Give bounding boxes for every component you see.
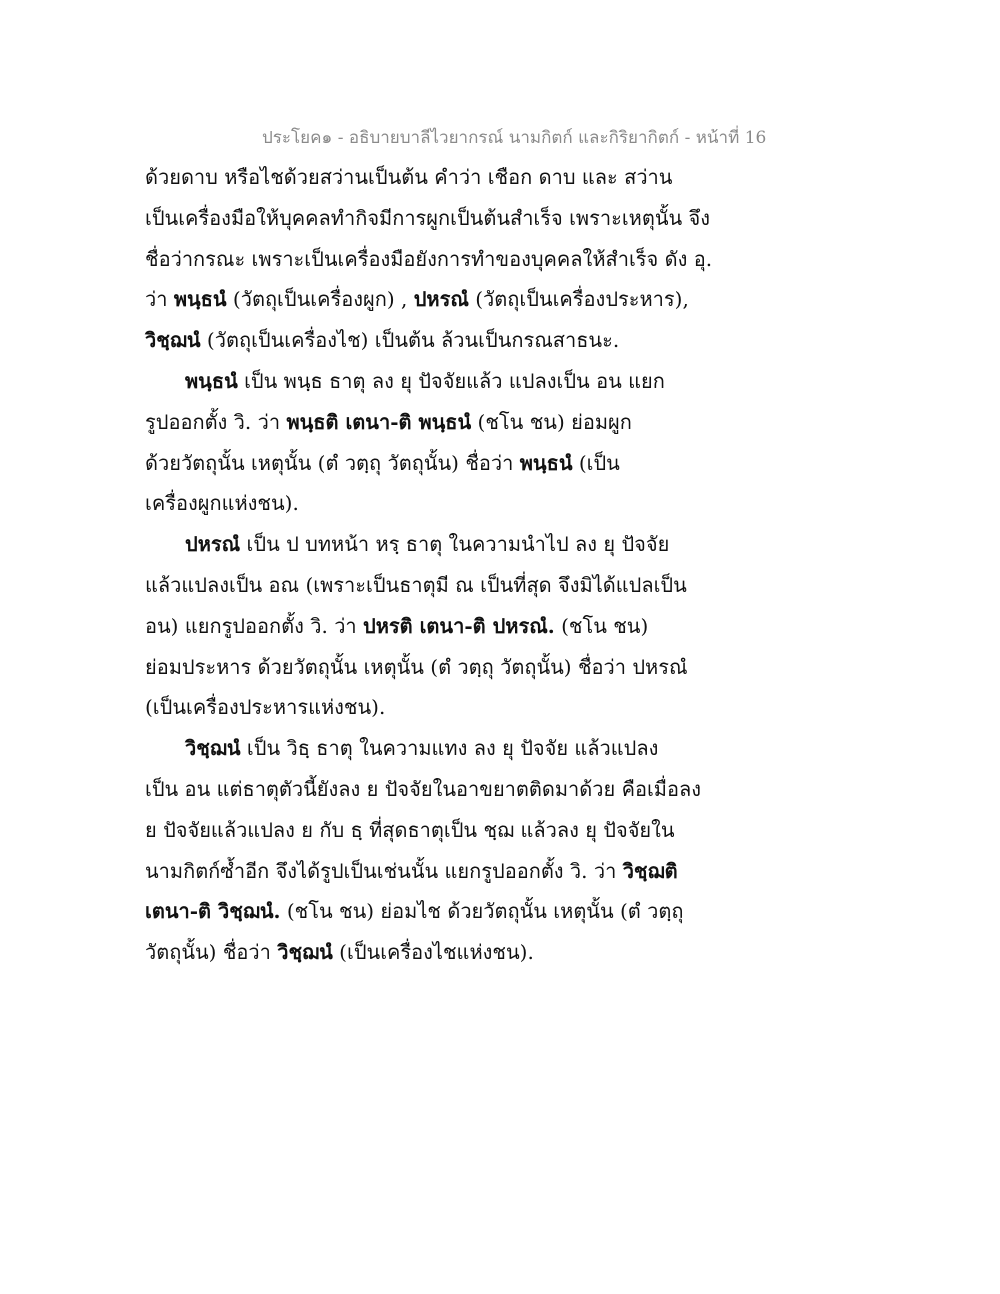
paragraph-first-line xyxy=(145,728,705,769)
text-segment: ด้วยวัตถุนั้น เหตุนั้น (ตํ วตฺถุ วัตถุนั้น) ชื่อว่า xyxy=(145,450,520,475)
text-segment: ย ปัจจัยแล้วแปลง ย กับ ธฺ ที่สุดธาตุเป็น ชฺฌ แล้วลง ยุ ปัจจัยใน xyxy=(145,817,675,842)
text-segment: รูปออกตั้ง วิ. ว่า xyxy=(145,409,287,434)
bold-term: พนฺธนํ xyxy=(185,368,238,393)
text-line xyxy=(145,647,705,688)
bold-term: เตนา-ติ วิชฺฌนํ. xyxy=(145,899,281,924)
text-line xyxy=(145,932,705,973)
bold-term: พนฺธติ เตนา-ติ พนฺธนํ xyxy=(286,409,472,434)
text-segment: (เป็นเครื่องไชแห่งชน). xyxy=(332,940,534,965)
text-segment: ชื่อว่ากรณะ เพราะเป็นเครื่องมือยังการทำของบุคคลให้สำเร็จ ดัง อุ. xyxy=(145,246,713,271)
bold-term: ปหรติ เตนา-ติ ปหรณํ. xyxy=(363,613,555,638)
paragraph-first-line xyxy=(145,361,705,402)
text-segment: เครื่องผูกแห่งชน). xyxy=(145,491,299,516)
text-line xyxy=(145,769,705,810)
text-segment: ด้วยดาบ หรือไชด้วยสว่านเป็นต้น คำว่า เชือก ดาบ และ สว่าน xyxy=(145,165,673,189)
text-segment: แล้วแปลงเป็น อณ (เพราะเป็นธาตุมี ณ เป็นที่สุด จึงมิได้แปลเป็น xyxy=(145,572,687,597)
text-line xyxy=(145,402,705,443)
text-segment: ว่า xyxy=(145,287,174,312)
text-line xyxy=(145,891,705,932)
bold-term: วิชฺฌนํ xyxy=(277,940,333,965)
bold-term: วิชฺฌนํ xyxy=(145,328,201,353)
text-segment: อน) แยกรูปออกตั้ง วิ. ว่า xyxy=(145,613,364,638)
bold-term: พนฺธนํ xyxy=(519,450,573,475)
text-segment: นามกิตก์ซ้ำอีก จึงได้รูปเป็นเช่นนั้น แยกรูปออกตั้ง วิ. ว่า xyxy=(145,858,623,883)
text-segment: เป็นเครื่องมือให้บุคคลทำกิจมีการผูกเป็นต้นสำเร็จ เพราะเหตุนั้น จึง xyxy=(145,205,711,230)
text-segment: (ชโน ชน) ย่อมผูก xyxy=(471,409,632,434)
text-line xyxy=(145,687,705,728)
text-segment: (เป็น xyxy=(572,450,620,475)
text-segment: วัตถุนั้น) ชื่อว่า xyxy=(145,940,278,965)
text-segment: (ชโน ชน) ย่อมไช ด้วยวัตถุนั้น เหตุนั้น (ตํ วตฺถุ xyxy=(280,899,684,924)
text-line xyxy=(145,810,705,851)
text-line xyxy=(145,320,705,361)
text-line xyxy=(145,443,705,484)
text-segment: เป็น พนฺธ ธาตุ ลง ยุ ปัจจัยแล้ว แปลงเป็น อน แยก xyxy=(237,368,665,393)
bold-term: วิชฺฌนํ xyxy=(185,736,241,761)
bold-term: วิชฺฌติ xyxy=(622,858,678,883)
text-line xyxy=(145,279,705,320)
text-line xyxy=(145,157,705,198)
running-header: ประโยค๑ - อธิบายบาลีไวยากรณ์ นามกิตก์ และกิริยากิตก์ - หน้าที่ 16 xyxy=(262,128,767,148)
text-line xyxy=(145,198,711,239)
bold-term: พนฺธนํ xyxy=(173,287,227,312)
text-segment: (เป็นเครื่องประหารแห่งชน). xyxy=(145,695,386,720)
text-line xyxy=(145,851,705,892)
paragraph-first-line xyxy=(145,524,705,565)
text-line xyxy=(145,565,705,606)
text-line xyxy=(145,239,713,280)
text-segment: ย่อมประหาร ด้วยวัตถุนั้น เหตุนั้น (ตํ วตฺถุ วัตถุนั้น) ชื่อว่า ปหรณํ xyxy=(145,654,688,679)
text-line xyxy=(145,606,705,647)
text-segment: (วัตถุเป็นเครื่องไช) เป็นต้น ล้วนเป็นกรณสาธนะ. xyxy=(200,328,620,353)
body-text xyxy=(145,157,713,973)
text-segment: เป็น วิธฺ ธาตุ ในความแทง ลง ยุ ปัจจัย แล้วแปลง xyxy=(240,736,659,761)
text-segment: (วัตถุเป็นเครื่องผูก) , xyxy=(226,287,414,312)
text-segment: (วัตถุเป็นเครื่องประหาร), xyxy=(468,287,689,312)
bold-term: ปหรณํ xyxy=(413,287,469,312)
text-segment: เป็น ป บทหน้า หรฺ ธาตุ ในความนำไป ลง ยุ ปัจจัย xyxy=(240,532,670,557)
text-segment: (ชโน ชน) xyxy=(554,613,649,638)
text-line xyxy=(145,483,705,524)
text-segment: เป็น อน แต่ธาตุตัวนี้ยังลง ย ปัจจัยในอาขยาตติดมาด้วย คือเมื่อลง xyxy=(145,776,702,801)
bold-term: ปหรณํ xyxy=(185,532,241,557)
